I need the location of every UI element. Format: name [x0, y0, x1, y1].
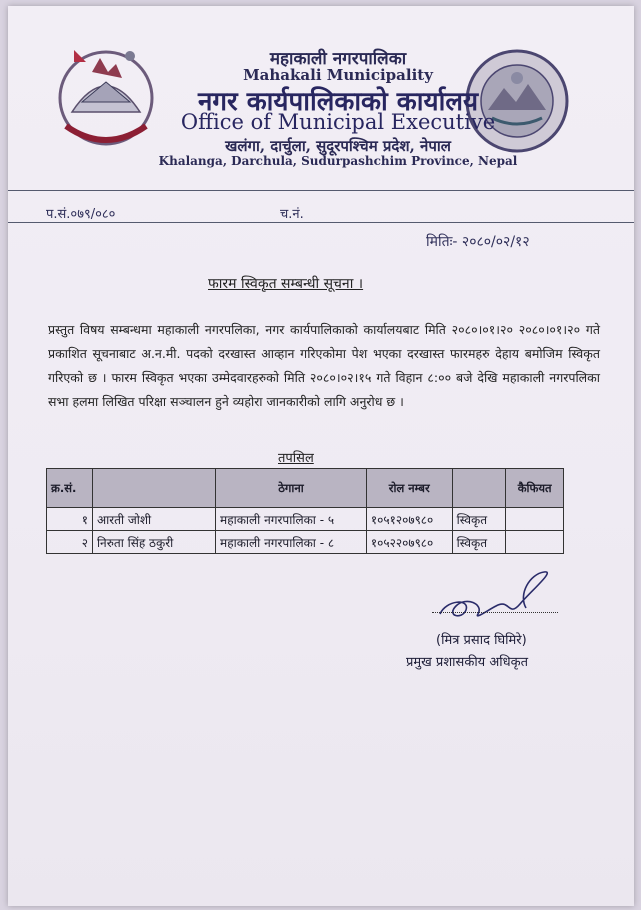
- cell-remarks: [506, 508, 564, 531]
- col-status: [452, 469, 506, 508]
- cell-status: स्विकृत: [452, 508, 506, 531]
- cell-serial: १: [47, 508, 93, 531]
- table-row: [47, 508, 564, 531]
- candidate-table: [46, 468, 564, 554]
- notice-body: प्रस्तुत विषय सम्बन्धमा महाकाली नगरपलिका, नगर कार्यपालिकाको कार्यालयबाट मिति २०८०।०१।२० २०८०।०१।२० गते प्रकाशित सूचनाबाट अ.न.मी. पदको दरखास्त आव्हान गरिएकोमा पेश भएका दरखास्त फारमहरु देहाय बमोजिम स्विकृत गरिएको छ । फारम स्विकृत भएका उम्मेदवारहरुको मिति २०८०।०२।१५ गते विहान ८:०० बजे देखि महाकाली नगरपलिका सभा हलमा लिखित परिक्षा सञ्चालन हुने व्यहोरा जानकारीको लागि अनुरोध छ ।: [48, 322, 600, 409]
- office-name-english: Office of Municipal Executive: [180, 110, 496, 134]
- col-roll-number: रोल नम्बर: [366, 469, 452, 508]
- reference-number: प.सं.०७९/०८०: [46, 207, 116, 222]
- office-name-nepali: नगर कार्यपालिकाको कार्यालय: [197, 87, 479, 117]
- document-date: मितिः- २०८०/०२/१२: [426, 234, 530, 250]
- signatory-title: प्रमुख प्रशासकीय अधिकृत: [406, 655, 529, 670]
- header-divider-bottom: [8, 222, 634, 223]
- municipality-name-nepali: महाकाली नगरपालिका: [269, 49, 407, 69]
- municipality-name-english: Mahakali Municipality: [243, 66, 433, 84]
- cell-name: आरती जोशी: [92, 508, 215, 531]
- header-divider-top: [8, 190, 634, 191]
- cell-status: स्विकृत: [452, 531, 506, 554]
- cell-address: महाकाली नगरपालिका - ५: [216, 508, 367, 531]
- notice-document: [8, 6, 634, 906]
- details-heading: तपसिल: [278, 451, 314, 466]
- address-english: Khalanga, Darchula, Sudurpashchim Province, Nepal: [158, 154, 518, 168]
- cell-roll-number: १०५१२०७९८०: [366, 508, 452, 531]
- cell-name: निरुता सिंह ठकुरी: [92, 531, 215, 554]
- signatory-name: (मित्र प्रसाद घिमिरे): [436, 633, 527, 648]
- table-row: [47, 531, 564, 554]
- cell-remarks: [506, 531, 564, 554]
- signature-line: [432, 612, 558, 613]
- col-name: [92, 469, 215, 508]
- cell-roll-number: १०५२२०७९८०: [366, 531, 452, 554]
- cell-address: महाकाली नगरपालिका - ८: [216, 531, 367, 554]
- cell-serial: २: [47, 531, 93, 554]
- nepal-emblem-icon: [52, 42, 160, 160]
- table-header-row: [47, 469, 564, 508]
- address-nepali: खलंगा, दार्चुला, सुदूरपश्चिम प्रदेश, नेपाल: [225, 137, 451, 155]
- col-serial: क्र.सं.: [47, 469, 93, 508]
- signature-icon: [426, 564, 566, 636]
- notice-subject: फारम स्विकृत सम्बन्धी सूचना ।: [208, 276, 364, 292]
- col-remarks: कैफियत: [506, 469, 564, 508]
- dispatch-number: च.नं.: [280, 207, 304, 222]
- col-address: ठेगाना: [216, 469, 367, 508]
